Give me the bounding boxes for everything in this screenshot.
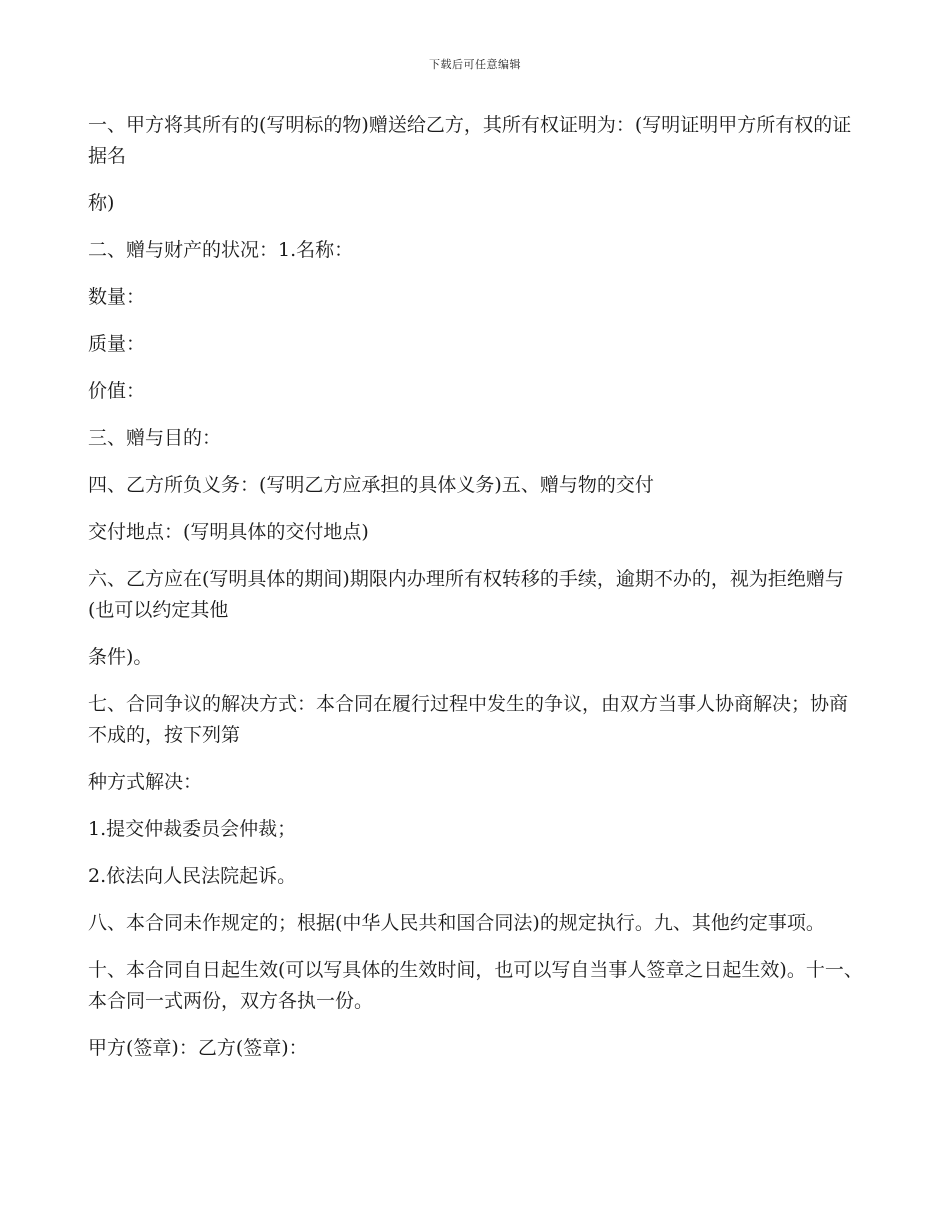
field-quality: 质量： (88, 333, 146, 355)
clause-1-continued: 称) (88, 192, 115, 214)
field-quantity: 数量： (88, 286, 146, 308)
clause-2: 二、赠与财产的状况：1.名称： (88, 239, 354, 261)
clause-7: 七、合同争议的解决方式：本合同在履行过程中发生的争议，由双方当事人协商解决；协商不成的，按下列第 (88, 693, 849, 746)
clause-4-5: 四、乙方所负义务：(写明乙方应承担的具体义务)五、赠与物的交付 (88, 474, 654, 496)
clause-1: 一、甲方将其所有的(写明标的物)赠送给乙方，其所有权证明为：(写明证明甲方所有权的证据名 (88, 114, 852, 167)
clause-6-continued: 条件)。 (88, 646, 153, 668)
document-body (88, 110, 863, 1080)
option-court: 2.依法向人民法院起诉。 (88, 865, 297, 887)
clause-3: 三、赠与目的： (88, 427, 222, 449)
clause-7-continued: 种方式解决： (88, 771, 203, 793)
clause-10-11: 十、本合同自日起生效(可以写具体的生效时间，也可以写自当事人签章之日起生效)。十一、本合同一式两份，双方各执一份。 (88, 959, 863, 1012)
option-arbitration: 1.提交仲裁委员会仲裁； (88, 818, 297, 840)
page-header: 下载后可任意编辑 (429, 58, 521, 71)
clause-8-9: 八、本合同未作规定的；根据(中华人民共和国合同法)的规定执行。九、其他约定事项。 (88, 912, 825, 934)
field-value: 价值： (88, 380, 146, 402)
clause-6: 六、乙方应在(写明具体的期间)期限内办理所有权转移的手续，逾期不办的，视为拒绝赠与(也可以约定其他 (88, 568, 844, 621)
delivery-location: 交付地点：(写明具体的交付地点) (88, 521, 369, 543)
signature-line: 甲方(签章)：乙方(签章)： (88, 1037, 308, 1059)
